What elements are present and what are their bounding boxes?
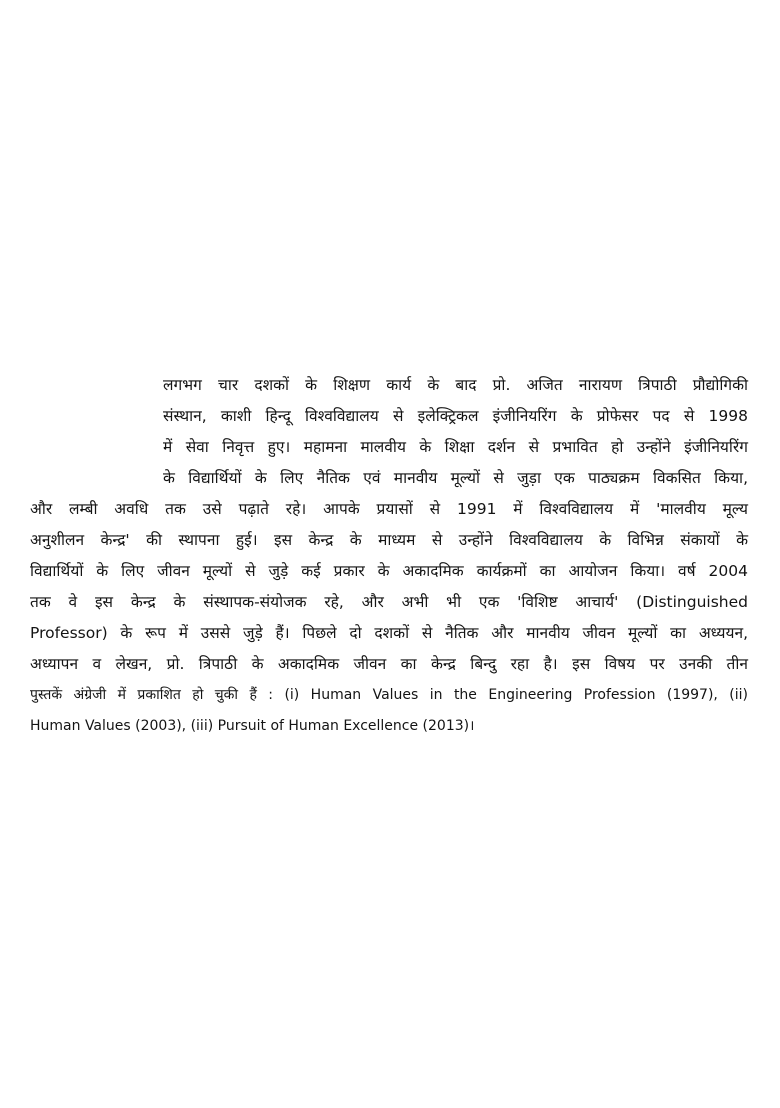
paragraph-line: अध्यापन व लेखन, प्रो. त्रिपाठी के अकादमिक जीवन का केन्द्र बिन्दु रहा है। इस विषय पर उनकी तीन xyxy=(30,655,748,673)
paragraph-line: लगभग चार दशकों के शिक्षण कार्य के बाद प्रो. अजित नारायण त्रिपाठी प्रौद्योगिकी xyxy=(163,376,748,394)
paragraph-line: तक वे इस केन्द्र के संस्थापक-संयोजक रहे, और अभी भी एक 'विशिष्ट आचार्य' (Distinguished xyxy=(30,593,748,611)
paragraph-line: Human Values (2003), (iii) Pursuit of Human Excellence (2013)। xyxy=(30,718,475,734)
paragraph-line: विद्यार्थियों के लिए जीवन मूल्यों से जुड़े कई प्रकार के अकादमिक कार्यक्रमों का आयोजन किया। वर्ष 2004 xyxy=(30,562,748,580)
paragraph-line: और लम्बी अवधि तक उसे पढ़ाते रहे। आपके प्रयासों से 1991 में विश्वविद्यालय में 'मालवीय मूल्य xyxy=(30,500,748,518)
paragraph-line: के विद्यार्थियों के लिए नैतिक एवं मानवीय मूल्यों से जुड़ा एक पाठ्यक्रम विकसित किया, xyxy=(163,469,748,487)
paragraph-line: Professor) के रूप में उससे जुड़े हैं। पिछले दो दशकों से नैतिक और मानवीय जीवन मूल्यों का अध्ययन, xyxy=(30,624,748,642)
paragraph-line: अनुशीलन केन्द्र' की स्थापना हुई। इस केन्द्र के माध्यम से उन्होंने विश्वविद्यालय के विभिन्न संकायों के xyxy=(30,531,748,549)
paragraph-line: संस्थान, काशी हिन्दू विश्वविद्यालय से इलेक्ट्रिकल इंजीनियरिंग के प्रोफेसर पद से 1998 xyxy=(163,407,748,425)
paragraph-line: पुस्तकें अंग्रेजी में प्रकाशित हो चुकी हैं : (i) Human Values in the Engineering Profession (1997), (ii) xyxy=(30,687,748,703)
paragraph-line: में सेवा निवृत्त हुए। महामना मालवीय के शिक्षा दर्शन से प्रभावित हो उन्होंने इंजीनियरिंग xyxy=(163,438,748,456)
